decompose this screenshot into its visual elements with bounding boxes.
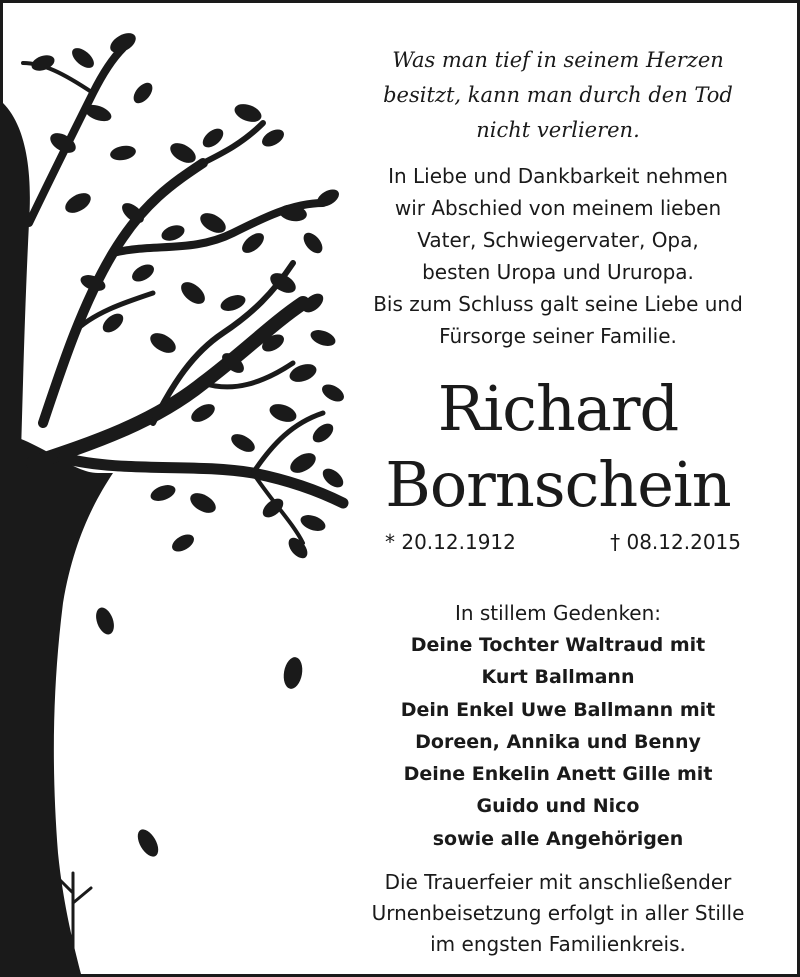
birth-date: * 20.12.1912 bbox=[385, 530, 516, 554]
deceased-name bbox=[333, 371, 783, 523]
mourner-line: Doreen, Annika und Benny bbox=[415, 730, 701, 753]
last-name: Bornschein bbox=[385, 448, 731, 521]
mourners-list bbox=[343, 629, 773, 855]
mourner-line: sowie alle Angehörigen bbox=[432, 827, 684, 850]
notice-line: Die Trauerfeier mit anschließender bbox=[384, 870, 732, 894]
life-dates bbox=[363, 527, 763, 557]
memorial-quote bbox=[343, 43, 773, 148]
farewell-line: Vater, Schwiegervater, Opa, bbox=[417, 228, 699, 252]
mourner-line: Kurt Ballmann bbox=[481, 666, 635, 689]
mourner-line: Guido und Nico bbox=[476, 795, 640, 818]
quote-line: besitzt, kann man durch den Tod bbox=[383, 83, 733, 107]
death-date: † 08.12.2015 bbox=[610, 530, 741, 554]
funeral-notice bbox=[343, 867, 773, 960]
quote-line: Was man tief in seinem Herzen bbox=[392, 48, 724, 72]
notice-line: im engsten Familienkreis. bbox=[430, 932, 686, 956]
farewell-line: wir Abschied von meinem lieben bbox=[394, 196, 722, 220]
remembrance-heading: In stillem Gedenken: bbox=[454, 601, 662, 625]
farewell-line: In Liebe und Dankbarkeit nehmen bbox=[388, 164, 728, 188]
mourner-line: Deine Tochter Waltraud mit bbox=[410, 634, 706, 656]
mourner-line: Deine Enkelin Anett Gille mit bbox=[403, 763, 713, 786]
mourner-line: Dein Enkel Uwe Ballmann mit bbox=[400, 698, 716, 721]
farewell-line: Fürsorge seiner Familie. bbox=[439, 324, 677, 348]
farewell-line: besten Uropa und Ururopa. bbox=[422, 260, 694, 284]
notice-line: Urnenbeisetzung erfolgt in aller Stille bbox=[371, 901, 745, 925]
tree-silhouette-icon bbox=[3, 3, 363, 974]
farewell-text bbox=[343, 160, 773, 352]
farewell-line: Bis zum Schluss galt seine Liebe und bbox=[373, 292, 743, 316]
quote-line: nicht verlieren. bbox=[476, 118, 640, 142]
first-name: Richard bbox=[437, 372, 679, 445]
